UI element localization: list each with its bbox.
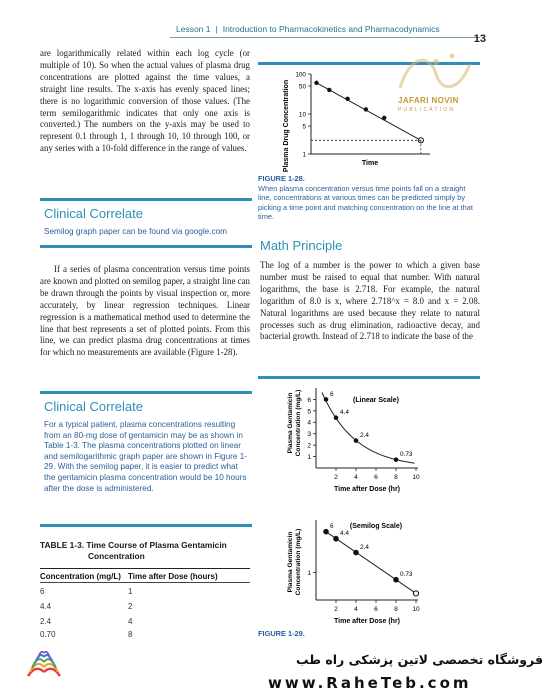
x-tick-label: 8	[394, 474, 398, 481]
fig29a-data-label: 2.4	[360, 432, 369, 440]
footer-url[interactable]: www.RaheTeb.com	[268, 674, 472, 692]
fig29a-point	[334, 415, 339, 420]
table-rule-top	[40, 568, 250, 569]
fig29b-data-label: 0.73	[400, 571, 413, 579]
fig28-point	[314, 81, 318, 85]
fig29b-point	[394, 577, 399, 582]
watermark-sub: PUBLICATION	[398, 107, 456, 113]
header-rule	[170, 37, 480, 38]
math-principle-text: The log of a number is the power to which a given base number must be raised to equal that number. With natural logarithms, the base is 2.718. For example, the natural logarithm of 8.0 is x, where 2.718^x = 8.0 and x = 2.08. Natural logarithms are used because they relate to natural processes such as drug elimination, radioactive decay, and bacterial growth. Instead of 2.718 to indicate the base of the	[260, 260, 480, 342]
fig29a-data-label: 4.4	[340, 409, 349, 417]
math-principle-title: Math Principle	[260, 238, 343, 253]
clinical-correlate-box-1	[40, 198, 252, 248]
fig29b-point	[324, 529, 329, 534]
paragraph-log-cycle: are logarithmically related within each log cycle (or multiple of 10). So when the actual values of plasma drug concentrations are plotted against the time values, a straight line results. The x-axis has evenly spaced lines; there is no logarithmic conversion of those values. (The term semilogarithmic indicates that only one axis is converted.) The numbers on the y-axis may be used to represent 0.1 through 1, 1 through 10, 10 through 100, or any series with a 10-fold difference in the range of values.	[40, 48, 250, 154]
running-head	[176, 24, 440, 34]
fig28-caption-label: FIGURE 1-28.	[258, 174, 305, 183]
fig29b-marks	[324, 523, 419, 596]
lesson-title: Introduction to Pharmacokinetics and Pharmacodynamics	[222, 24, 440, 34]
fig29b-xlabel: Time after Dose (hr)	[334, 618, 400, 625]
fig29a-point	[324, 397, 329, 402]
x-tick-label: 4	[354, 606, 358, 613]
x-tick-label: 6	[374, 606, 378, 613]
fig28-point	[364, 107, 368, 111]
book-logo-icon	[24, 646, 64, 686]
fig28-yticks	[295, 71, 311, 158]
clinical-correlate-title: Clinical Correlate	[44, 206, 143, 221]
y-tick-label: 5	[307, 408, 311, 416]
y-tick-label: 1	[307, 569, 311, 577]
fig28-ylabel: Plasma Drug Concentration	[283, 79, 290, 173]
table-title-line-1: TABLE 1-3. Time Course of Plasma Gentamicin	[40, 540, 227, 550]
fig29-ylabel-1: Plasma Gentamicin	[287, 531, 294, 593]
fig29a-xlabel: Time after Dose (hr)	[334, 486, 400, 493]
table-title	[40, 540, 250, 562]
fig29a-data-label: 6	[330, 390, 334, 398]
table-cell: 0.70	[40, 630, 56, 639]
fig29b-scale-label: (Semilog Scale)	[349, 523, 403, 530]
fig29a-data-label: 0.73	[400, 451, 413, 459]
clinical-correlate-title: Clinical Correlate	[44, 399, 143, 414]
fig28-ytick-label: 5	[302, 123, 306, 131]
fig29b-fit-line	[326, 532, 416, 594]
table-title-line-2: Concentration	[88, 551, 145, 561]
y-tick-label: 6	[307, 396, 311, 404]
y-tick-label: 3	[307, 431, 311, 439]
fig29a-point	[394, 457, 399, 462]
x-tick-label: 10	[412, 474, 420, 481]
x-tick-label: 4	[354, 474, 358, 481]
clinical-correlate-text: Semilog graph paper can be found via google.com	[44, 227, 227, 236]
fig29a-point	[354, 438, 359, 443]
table-header-time: Time after Dose (hours)	[128, 572, 218, 581]
table-cell: 4.4	[40, 602, 52, 611]
fig29-ylabel-1: Plasma Gentamicin	[287, 392, 294, 454]
fig28-point	[327, 88, 331, 92]
y-tick-label: 4	[307, 419, 311, 427]
figure-1-28-caption	[258, 174, 480, 222]
fig29-ylabel-2: Concentration (mg/L)	[295, 389, 302, 457]
y-tick-label: 1	[307, 453, 311, 461]
fig28-caption-text: When plasma concentration versus time points fall on a straight line, concentrations at various times can be predicted simply by picking a time point and matching concentration on the line at that time.	[258, 183, 473, 222]
page-header	[0, 0, 500, 50]
fig29b-data-label: 2.4	[360, 544, 369, 552]
fig28-ytick-label: 50	[298, 83, 306, 91]
table-cell: 2	[128, 602, 133, 611]
x-tick-label: 8	[394, 606, 398, 613]
x-tick-label: 2	[334, 474, 338, 481]
fig28-point	[345, 97, 349, 101]
x-tick-label: 10	[412, 606, 420, 613]
paragraph-linear-regression: If a series of plasma concentration versus time points are known and plotted on semilog paper, a straight line can be drawn through the points by visual inspection or, more accurately, by linear regression techniques. Linear regression is a mathematical method used to determine the line that best represents a set of plotted points. From this line, we can predict plasma drug concentrations at times for which no measurements are available (Figure 1-28).	[40, 264, 250, 358]
table-rule-header	[40, 582, 250, 583]
table-cell: 8	[128, 630, 133, 639]
table-cell: 2.4	[40, 617, 52, 626]
watermark-brand: JAFARI NOVIN	[398, 96, 459, 105]
fig29b-predicted-point	[413, 591, 418, 596]
table-cell: 6	[40, 587, 45, 596]
fig29-caption-label: FIGURE 1-29.	[258, 629, 305, 638]
fig28-point	[382, 116, 386, 120]
figure-1-29-chart	[258, 378, 480, 628]
fig29b-point	[334, 536, 339, 541]
fig28-ytick-label: 10	[298, 111, 306, 119]
x-tick-label: 6	[374, 474, 378, 481]
x-tick-label: 2	[334, 606, 338, 613]
fig29b-data-label: 4.4	[340, 530, 349, 538]
fig28-ytick-label: 1	[302, 151, 306, 159]
fig29b-point	[354, 550, 359, 555]
fig29a-scale-label: (Linear Scale)	[353, 397, 399, 404]
table-cell: 4	[128, 617, 133, 626]
clinical-correlate-box-2	[40, 391, 252, 527]
fig28-ytick-label: 100	[295, 71, 306, 79]
fig28-xlabel: Time	[361, 160, 379, 167]
y-tick-label: 2	[307, 442, 311, 450]
table-cell: 1	[128, 587, 133, 596]
page-number: 13	[473, 33, 486, 45]
fig29-ylabel-2: Concentration (mg/L)	[295, 528, 302, 596]
fig29b-data-label: 6	[330, 523, 334, 531]
lesson-label: Lesson 1	[176, 24, 211, 34]
table-header-concentration: Concentration (mg/L)	[40, 572, 121, 581]
footer-store-name: فروشگاه تخصصی لاتین پزشکی راه طب	[296, 652, 543, 667]
header-separator: |	[215, 24, 218, 34]
clinical-correlate-text: For a typical patient, plasma concentrations resulting from an 80-mg dose of gentamicin may be as shown in Table 1-3. The plasma concentrations plotted on linear and semilogarithmic graph paper are shown in Figure 1-29. With the semilog paper, it is easier to predict what the gentamicin plasma concentration would be 10 hours after the dose is administered.	[44, 420, 247, 493]
